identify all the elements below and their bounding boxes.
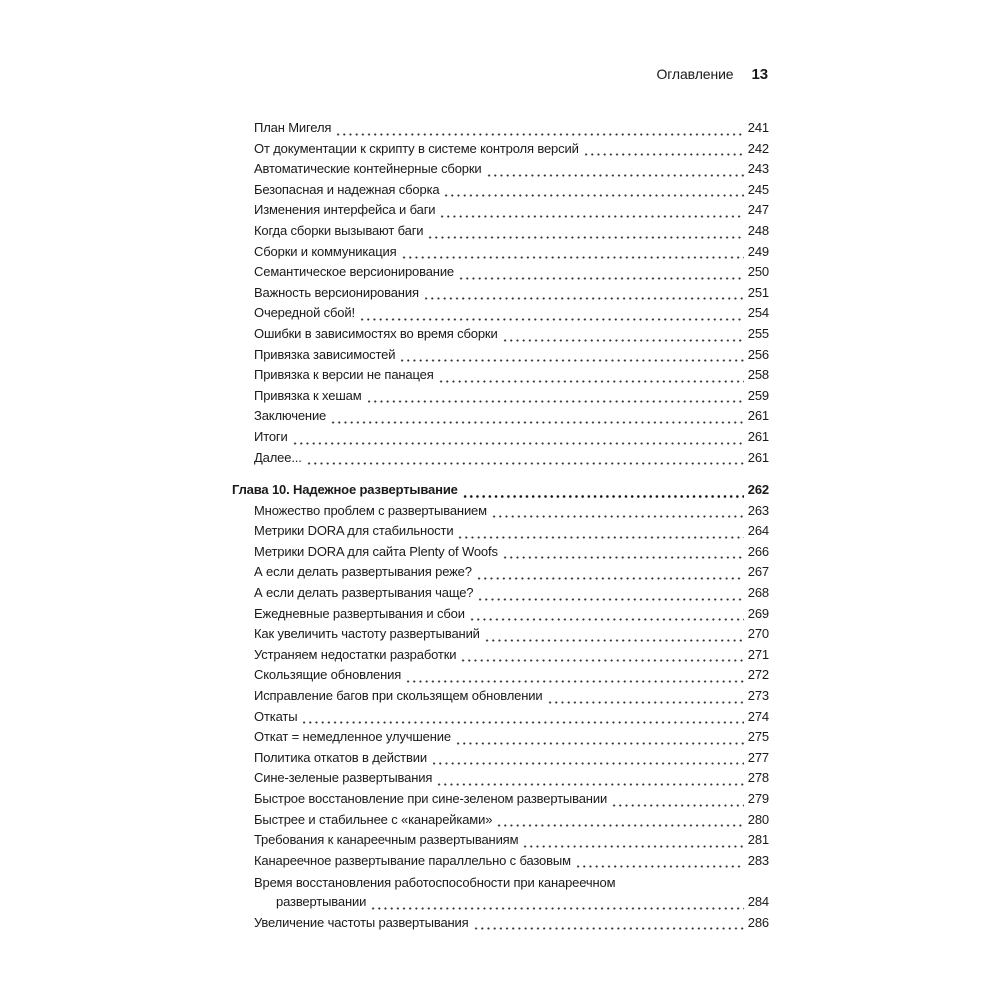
toc-entry[interactable] [232,812,769,833]
toc-entry[interactable] [232,564,769,585]
dot-leader [575,856,744,868]
dot-leader [502,330,744,342]
toc-entry-title: Политика откатов в действии [254,749,427,765]
dot-leader [460,650,744,662]
dot-leader [401,247,744,259]
dot-leader [443,185,744,197]
toc-entry[interactable] [232,223,769,244]
dot-leader [301,712,744,724]
dot-leader [427,227,744,239]
toc-entry-title: Ежедневные развертывания и сбои [254,605,465,621]
toc-entry-page: 258 [747,367,769,383]
dot-leader [455,733,744,745]
toc-entry-title: Семантическое версионирование [254,264,455,280]
dot-leader [522,836,744,848]
toc-entry-page: 279 [747,791,769,806]
toc-entry-title: Безопасная и надежная сборка [254,181,440,197]
toc-entry[interactable] [232,770,769,791]
dot-leader [583,144,744,156]
toc-entry[interactable] [232,161,769,182]
toc-entry-page: 259 [747,387,769,403]
toc-entry-title: Автоматические контейнерные сборки [254,161,482,177]
toc-entry-page: 254 [747,305,769,321]
toc-entry-title: Сборки и коммуникация [254,243,397,259]
chapter-title: Глава 10. Надежное развертывание [232,482,458,498]
toc-entry-page: 250 [747,264,769,280]
dot-leader [491,506,744,518]
dot-leader [366,391,745,403]
toc-entry[interactable] [232,141,769,162]
toc-entry-title: Привязка к хешам [254,387,362,403]
toc-entry[interactable] [232,367,769,388]
toc-entry[interactable] [232,647,769,668]
toc-entry-title: Требования к канареечным развертываниям [254,832,519,848]
toc-entry-title: Изменения интерфейса и баги [254,202,436,218]
toc-entry[interactable] [232,791,769,812]
toc-entry[interactable] [232,305,769,326]
dot-leader [370,898,744,910]
dot-leader [439,206,744,218]
dot-leader [473,918,744,930]
toc-entry[interactable] [232,544,769,565]
toc-entry-title: Исправление багов при скользящем обновлении [254,688,543,704]
toc-entry-title: Множество проблем с развертыванием [254,502,487,518]
toc-entry[interactable] [232,832,769,853]
toc-entry[interactable] [232,915,769,936]
toc-entry[interactable] [232,244,769,265]
dot-leader [462,486,744,498]
toc-entry[interactable] [232,347,769,368]
dot-leader [399,350,744,362]
toc-entry-title: Очередной сбой! [254,305,355,321]
toc-entry-page: 270 [747,626,769,642]
toc-entry-title: Далее... [254,449,302,465]
toc-entry-page: 263 [747,502,769,518]
toc-entry-page: 266 [747,543,769,559]
toc-entry-title: Привязка зависимостей [254,346,396,362]
toc-entry-title: Важность версионирования [254,284,419,300]
toc-entry-title: Сине-зеленые развертывания [254,770,433,786]
toc-entry[interactable] [232,182,769,203]
dot-leader [486,165,744,177]
toc-entry-title: Итоги [254,428,288,444]
dot-leader [405,671,744,683]
toc-entry-page: 243 [747,161,769,177]
toc-entry[interactable] [232,688,769,709]
toc-entry[interactable] [232,667,769,688]
toc-entry-page: 248 [747,222,769,238]
toc-entry-title: Метрики DORA для стабильности [254,523,454,539]
toc-entry-page: 261 [747,428,769,444]
toc-entry[interactable] [232,388,769,409]
toc-section-before [232,120,769,470]
running-head-section: Оглавление [656,66,734,82]
toc-entry-page: 264 [747,523,769,539]
toc-chapter-entries [232,503,769,874]
toc-entry[interactable] [232,853,769,874]
toc-entry-page: 261 [747,408,769,424]
toc-entry-title: Ошибки в зависимостях во время сборки [254,325,498,341]
toc-entry-page: 241 [747,120,769,135]
toc-entry-title: Быстрое восстановление при сине-зеленом развертывании [254,791,608,806]
toc-entry-page: 283 [747,852,769,868]
toc-entry-multiline[interactable] [232,873,769,914]
page-number: 13 [751,66,768,83]
toc-entry-page: 284 [747,893,769,909]
toc-entry-page: 261 [747,449,769,465]
toc-entry-page: 269 [747,605,769,621]
dot-leader [457,527,744,539]
toc-entry-title: Метрики DORA для сайта Plenty of Woofs [254,543,498,559]
dot-leader [306,453,744,465]
toc-entry[interactable] [232,120,769,141]
toc-entry-title: План Мигеля [254,120,332,135]
toc-entry-page: 272 [747,667,769,683]
toc-entry[interactable] [232,264,769,285]
toc-entry-page: 286 [747,914,769,930]
dot-leader [469,609,744,621]
dot-leader [484,630,744,642]
toc-entry-page: 256 [747,346,769,362]
toc-entry[interactable] [232,202,769,223]
dot-leader [458,268,744,280]
toc-entry-page: 281 [747,832,769,848]
running-head [656,66,768,83]
toc-entry-page: 245 [747,181,769,197]
dot-leader [423,288,744,300]
toc-entry[interactable] [232,408,769,429]
toc-entry-title: Заключение [254,408,327,424]
toc-entry[interactable] [232,523,769,544]
toc-entry-title: А если делать развертывания чаще? [254,585,474,601]
toc-chapter-heading[interactable] [232,482,769,503]
toc-entry-line2 [254,894,769,915]
dot-leader [436,774,744,786]
toc-entry-page: 280 [747,811,769,827]
toc-entry[interactable] [232,429,769,450]
toc-entry-page: 273 [747,688,769,704]
dot-leader [611,795,744,807]
toc-entry[interactable] [232,750,769,771]
toc-entry-page: 255 [747,325,769,341]
chapter-page: 262 [747,482,769,498]
toc-entry[interactable] [232,326,769,347]
table-of-contents [232,120,769,935]
toc-entry[interactable] [232,285,769,306]
toc-entry-title: Откаты [254,708,298,724]
toc-entry[interactable] [232,585,769,606]
dot-leader [335,124,744,136]
dot-leader [477,589,744,601]
toc-entry-title: Откат = немедленное улучшение [254,729,451,745]
toc-entry-title: Увеличение частоты развертывания [254,914,469,930]
toc-entry-title-line2: развертывании [276,893,367,909]
dot-leader [359,309,744,321]
toc-entry[interactable] [232,503,769,524]
toc-entry-title: От документации к скрипту в системе контроля версий [254,140,579,156]
dot-leader [547,692,744,704]
toc-entry-page: 271 [747,646,769,662]
toc-entry-page: 251 [747,284,769,300]
toc-entry-page: 242 [747,140,769,156]
dot-leader [496,815,744,827]
toc-chapter-10 [232,482,769,935]
toc-entry[interactable] [232,606,769,627]
toc-entry-title: Устраняем недостатки разработки [254,646,457,662]
toc-entry-page: 274 [747,708,769,724]
dot-leader [292,433,744,445]
toc-entry[interactable] [232,626,769,647]
dot-leader [438,371,744,383]
toc-entry-title: Как увеличить частоту развертываний [254,626,480,642]
toc-entry-title-line1: Время восстановления работоспособности при канареечном [254,875,616,891]
toc-entry-page: 278 [747,770,769,786]
toc-entry[interactable] [232,729,769,750]
toc-entry-title: А если делать развертывания реже? [254,564,472,580]
toc-entry-title: Канареечное развертывание параллельно с базовым [254,852,571,868]
toc-entry-page: 247 [747,202,769,218]
toc-entry-title: Быстрее и стабильнее с «канарейками» [254,811,493,827]
toc-entry-page: 267 [747,564,769,580]
toc-entry-page: 249 [747,243,769,259]
dot-leader [476,568,744,580]
toc-entry-page: 268 [747,585,769,601]
toc-entry[interactable] [232,709,769,730]
toc-entry-title: Привязка к версии не панацея [254,367,434,383]
dot-leader [431,753,744,765]
dot-leader [502,547,744,559]
toc-entry-page: 275 [747,729,769,745]
dot-leader [330,412,744,424]
toc-entry[interactable] [232,450,769,471]
toc-entry-title: Когда сборки вызывают баги [254,222,424,238]
toc-entry-page: 277 [747,749,769,765]
toc-entry-title: Скользящие обновления [254,667,402,683]
